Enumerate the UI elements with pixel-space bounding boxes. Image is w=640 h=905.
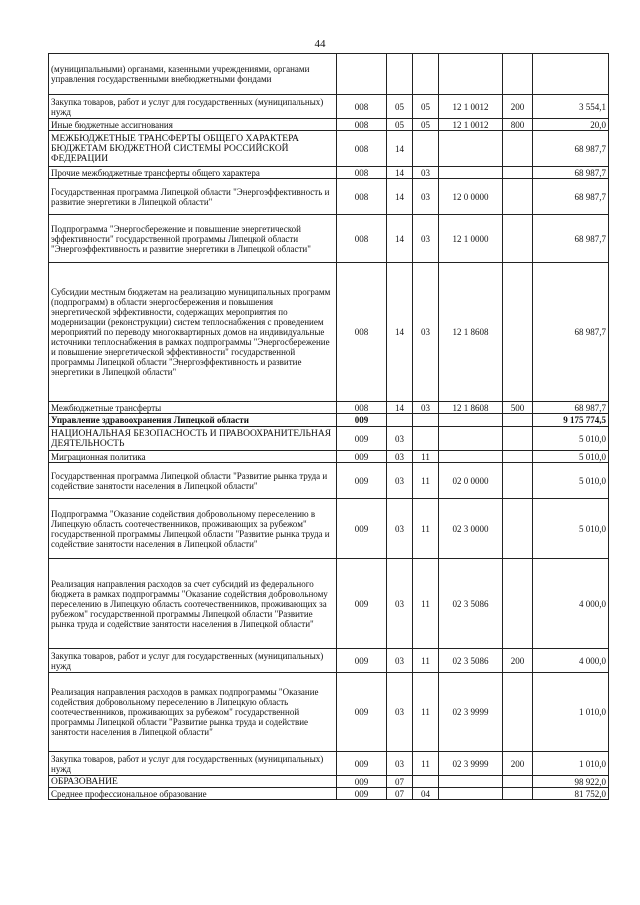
row-name-cell: ОБРАЗОВАНИЕ (49, 776, 337, 788)
target-article-code-cell: 12 1 0012 (439, 95, 503, 119)
ministry-code-cell: 008 (337, 215, 387, 263)
amount-cell: 1 010,0 (533, 673, 609, 752)
section-code-cell: 07 (387, 776, 413, 788)
row-name-cell: Реализация направления расходов в рамках подпрограммы "Оказание содействия добровольному переселению в Липецкую область соотечественников, проживающих за рубежом" государственной программы Липецкой области "Развитие рынка труда и содействие занятости населения в Липецкой области" (49, 673, 337, 752)
target-article-code-cell (439, 414, 503, 427)
subsection-code-cell: 11 (413, 752, 439, 776)
subsection-code-cell: 04 (413, 788, 439, 800)
table-row (49, 427, 609, 451)
section-code-cell: 14 (387, 131, 413, 167)
expense-type-code-cell (503, 167, 533, 179)
amount-cell: 81 752,0 (533, 788, 609, 800)
expense-type-code-cell: 200 (503, 649, 533, 673)
table-row (49, 752, 609, 776)
expense-type-code-cell: 200 (503, 752, 533, 776)
table-row (49, 95, 609, 119)
table-row (49, 167, 609, 179)
subsection-code-cell: 11 (413, 673, 439, 752)
row-name-cell: Государственная программа Липецкой области "Развитие рынка труда и содействие занятости населения в Липецкой области" (49, 463, 337, 499)
ministry-code-cell: 008 (337, 402, 387, 414)
expense-type-code-cell: 500 (503, 402, 533, 414)
table-row (49, 263, 609, 402)
table-row (49, 499, 609, 559)
table-row (49, 54, 609, 95)
table-row (49, 414, 609, 427)
amount-cell: 5 010,0 (533, 463, 609, 499)
table-row (49, 559, 609, 649)
target-article-code-cell (439, 776, 503, 788)
row-name-cell: Подпрограмма "Оказание содействия добровольному переселению в Липецкую область соотечественников, проживающих за рубежом" государственной программы Липецкой области "Развитие рынка труда и содействие занятости населения в Липецкой области" (49, 499, 337, 559)
row-name-cell: Среднее профессиональное образование (49, 788, 337, 800)
ministry-code-cell: 009 (337, 451, 387, 463)
expense-type-code-cell (503, 131, 533, 167)
section-code-cell: 03 (387, 752, 413, 776)
table-row (49, 673, 609, 752)
target-article-code-cell (439, 131, 503, 167)
expense-type-code-cell (503, 788, 533, 800)
row-name-cell: Государственная программа Липецкой области "Энергоэффективность и развитие энергетики в Липецкой области" (49, 179, 337, 215)
target-article-code-cell: 12 1 8608 (439, 402, 503, 414)
expense-type-code-cell (503, 215, 533, 263)
subsection-code-cell: 11 (413, 451, 439, 463)
expense-type-code-cell (503, 54, 533, 95)
table-row (49, 179, 609, 215)
row-name-cell: Прочие межбюджетные трансферты общего характера (49, 167, 337, 179)
amount-cell: 5 010,0 (533, 499, 609, 559)
target-article-code-cell (439, 451, 503, 463)
expense-type-code-cell (503, 499, 533, 559)
table-row (49, 451, 609, 463)
subsection-code-cell: 11 (413, 463, 439, 499)
subsection-code-cell (413, 54, 439, 95)
row-name-cell: Закупка товаров, работ и услуг для государственных (муниципальных) нужд (49, 752, 337, 776)
row-name-cell: Межбюджетные трансферты (49, 402, 337, 414)
table-row (49, 119, 609, 131)
section-code-cell (387, 414, 413, 427)
subsection-code-cell: 11 (413, 649, 439, 673)
section-code-cell (387, 54, 413, 95)
expense-type-code-cell: 200 (503, 95, 533, 119)
target-article-code-cell (439, 427, 503, 451)
subsection-code-cell: 03 (413, 402, 439, 414)
target-article-code-cell (439, 167, 503, 179)
target-article-code-cell: 02 3 0000 (439, 499, 503, 559)
ministry-code-cell: 009 (337, 499, 387, 559)
expense-type-code-cell (503, 414, 533, 427)
amount-cell: 98 922,0 (533, 776, 609, 788)
ministry-code-cell: 008 (337, 167, 387, 179)
amount-cell: 68 987,7 (533, 167, 609, 179)
section-code-cell: 14 (387, 167, 413, 179)
target-article-code-cell: 02 3 9999 (439, 673, 503, 752)
table-row (49, 402, 609, 414)
expense-type-code-cell (503, 776, 533, 788)
amount-cell: 4 000,0 (533, 649, 609, 673)
ministry-code-cell: 008 (337, 95, 387, 119)
section-code-cell: 03 (387, 451, 413, 463)
row-name-cell: Подпрограмма "Энергосбережение и повышение энергетической эффективности" государственной программы Липецкой области "Энергоэффективность и развитие энергетики в Липецкой области" (49, 215, 337, 263)
page-number: 44 (314, 38, 326, 50)
section-code-cell: 14 (387, 179, 413, 215)
subsection-code-cell (413, 131, 439, 167)
section-code-cell: 03 (387, 463, 413, 499)
section-code-cell: 03 (387, 499, 413, 559)
amount-cell: 5 010,0 (533, 427, 609, 451)
row-name-cell: Управление здравоохранения Липецкой области (49, 414, 337, 427)
ministry-code-cell: 009 (337, 559, 387, 649)
amount-cell: 68 987,7 (533, 131, 609, 167)
ministry-code-cell: 009 (337, 788, 387, 800)
section-code-cell: 05 (387, 95, 413, 119)
amount-cell: 68 987,7 (533, 179, 609, 215)
target-article-code-cell: 12 1 0012 (439, 119, 503, 131)
table-row (49, 788, 609, 800)
table-row (49, 649, 609, 673)
row-name-cell: НАЦИОНАЛЬНАЯ БЕЗОПАСНОСТЬ И ПРАВООХРАНИТЕЛЬНАЯ ДЕЯТЕЛЬНОСТЬ (49, 427, 337, 451)
ministry-code-cell: 008 (337, 179, 387, 215)
target-article-code-cell: 02 3 9999 (439, 752, 503, 776)
ministry-code-cell: 009 (337, 414, 387, 427)
amount-cell: 5 010,0 (533, 451, 609, 463)
budget-table (48, 53, 609, 800)
section-code-cell: 05 (387, 119, 413, 131)
table-row (49, 776, 609, 788)
ministry-code-cell: 008 (337, 131, 387, 167)
row-name-cell: (муниципальными) органами, казенными учреждениями, органами управления государственными внебюджетными фондами (49, 54, 337, 95)
section-code-cell: 03 (387, 559, 413, 649)
row-name-cell: Иные бюджетные ассигнования (49, 119, 337, 131)
section-code-cell: 14 (387, 215, 413, 263)
target-article-code-cell: 12 1 8608 (439, 263, 503, 402)
ministry-code-cell: 008 (337, 263, 387, 402)
amount-cell: 3 554,1 (533, 95, 609, 119)
section-code-cell: 03 (387, 427, 413, 451)
amount-cell: 1 010,0 (533, 752, 609, 776)
ministry-code-cell: 009 (337, 752, 387, 776)
subsection-code-cell: 03 (413, 179, 439, 215)
section-code-cell: 14 (387, 263, 413, 402)
amount-cell: 9 175 774,5 (533, 414, 609, 427)
ministry-code-cell: 009 (337, 673, 387, 752)
amount-cell: 20,0 (533, 119, 609, 131)
target-article-code-cell: 12 1 0000 (439, 215, 503, 263)
target-article-code-cell: 12 0 0000 (439, 179, 503, 215)
amount-cell (533, 54, 609, 95)
subsection-code-cell: 03 (413, 167, 439, 179)
section-code-cell: 14 (387, 402, 413, 414)
subsection-code-cell: 11 (413, 499, 439, 559)
amount-cell: 4 000,0 (533, 559, 609, 649)
row-name-cell: Субсидии местным бюджетам на реализацию муниципальных программ (подпрограмм) в области энергосбережения и повышения энергетической эффективности, содержащих мероприятия по модернизации (реконструкции) систем теплоснабжения с проведением мероприятий по переводу многоквартирных домов на индивидуальные источники теплоснабжения в рамках подпрограммы "Энергосбережение и повышение энергетической эффективности" государственной программы Липецкой области "Энергоэффективность и развитие энергетики в Липецкой области" (49, 263, 337, 402)
table-row (49, 215, 609, 263)
ministry-code-cell: 009 (337, 463, 387, 499)
row-name-cell: Миграционная политика (49, 451, 337, 463)
table-row (49, 463, 609, 499)
target-article-code-cell (439, 788, 503, 800)
expense-type-code-cell (503, 673, 533, 752)
amount-cell: 68 987,7 (533, 215, 609, 263)
target-article-code-cell: 02 3 5086 (439, 559, 503, 649)
ministry-code-cell: 008 (337, 119, 387, 131)
row-name-cell: МЕЖБЮДЖЕТНЫЕ ТРАНСФЕРТЫ ОБЩЕГО ХАРАКТЕРА БЮДЖЕТАМ БЮДЖЕТНОЙ СИСТЕМЫ РОССИЙСКОЙ ФЕДЕРАЦИИ (49, 131, 337, 167)
ministry-code-cell: 009 (337, 427, 387, 451)
ministry-code-cell: 009 (337, 776, 387, 788)
subsection-code-cell (413, 414, 439, 427)
subsection-code-cell: 11 (413, 559, 439, 649)
ministry-code-cell: 009 (337, 649, 387, 673)
subsection-code-cell (413, 776, 439, 788)
target-article-code-cell: 02 0 0000 (439, 463, 503, 499)
expense-type-code-cell (503, 427, 533, 451)
subsection-code-cell: 03 (413, 215, 439, 263)
target-article-code-cell (439, 54, 503, 95)
expense-type-code-cell (503, 451, 533, 463)
expense-type-code-cell (503, 179, 533, 215)
subsection-code-cell: 03 (413, 263, 439, 402)
target-article-code-cell: 02 3 5086 (439, 649, 503, 673)
subsection-code-cell: 05 (413, 119, 439, 131)
section-code-cell: 07 (387, 788, 413, 800)
section-code-cell: 03 (387, 649, 413, 673)
expense-type-code-cell: 800 (503, 119, 533, 131)
amount-cell: 68 987,7 (533, 402, 609, 414)
amount-cell: 68 987,7 (533, 263, 609, 402)
expense-type-code-cell (503, 559, 533, 649)
subsection-code-cell: 05 (413, 95, 439, 119)
subsection-code-cell (413, 427, 439, 451)
row-name-cell: Реализация направления расходов за счет субсидий из федерального бюджета в рамках подпрограммы "Оказание содействия добровольному переселению в Липецкую область соотечественников, проживающих за рубежом" государственной программы Липецкой области "Развитие рынка труда и содействие занятости населения в Липецкой области" (49, 559, 337, 649)
section-code-cell: 03 (387, 673, 413, 752)
ministry-code-cell (337, 54, 387, 95)
row-name-cell: Закупка товаров, работ и услуг для государственных (муниципальных) нужд (49, 649, 337, 673)
budget-table-body (49, 54, 609, 800)
table-row (49, 131, 609, 167)
row-name-cell: Закупка товаров, работ и услуг для государственных (муниципальных) нужд (49, 95, 337, 119)
expense-type-code-cell (503, 263, 533, 402)
expense-type-code-cell (503, 463, 533, 499)
